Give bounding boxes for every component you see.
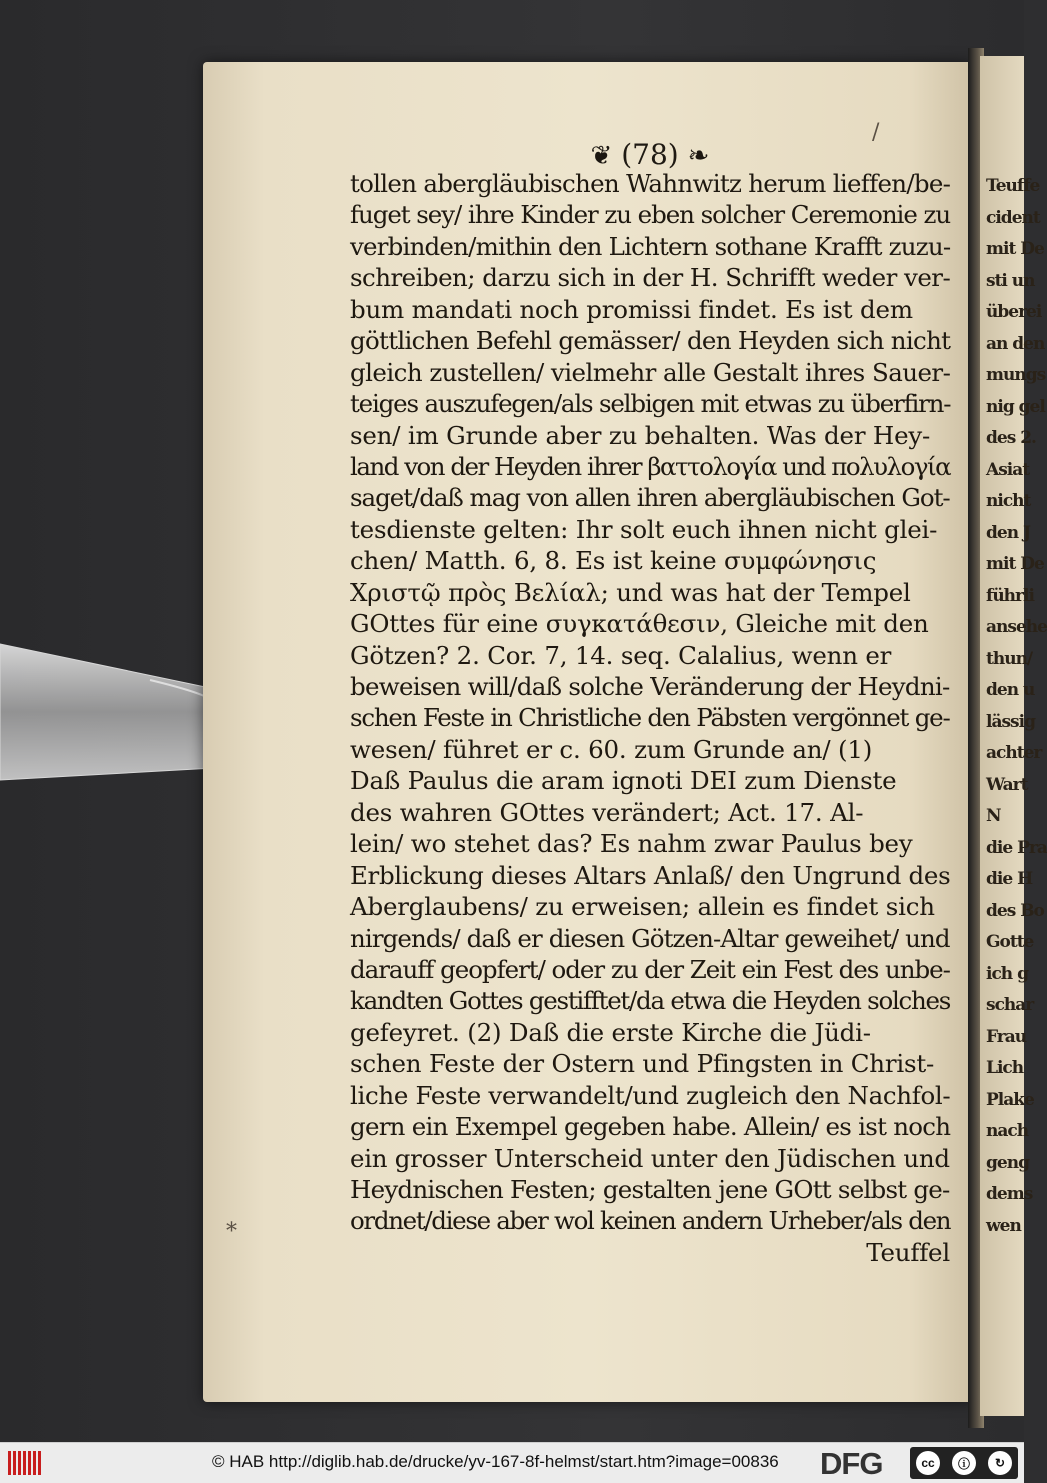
next-page-fragment: Frau xyxy=(986,1026,1027,1047)
next-page-fragment: nig gel xyxy=(986,396,1045,417)
next-page-fragment: thun/ xyxy=(986,648,1033,669)
next-page-fragment: dems xyxy=(986,1184,1033,1204)
dfg-logo: DFG xyxy=(820,1446,883,1481)
catchword: Teuffel xyxy=(866,1237,950,1267)
text-line: GOttes für eine συγκατάθεσιν, Gleiche mit den xyxy=(350,609,929,639)
text-line: saget/daß mag von allen ihren abergläubischen Got- xyxy=(350,483,950,513)
text-line: ein grosser Unterscheid unter den Jüdischen und xyxy=(350,1143,950,1173)
next-page-fragment: Lich xyxy=(986,1058,1024,1078)
text-line: sen/ im Grunde aber zu behalten. Was der Hey- xyxy=(350,420,931,450)
next-page-fragment: N xyxy=(986,806,1001,826)
next-page-fragment: sti un xyxy=(986,270,1035,291)
credit-link[interactable]: © HAB http://diglib.hab.de/drucke/yv-167-8f-helmst/start.htm?image=00836 xyxy=(212,1452,779,1471)
cc-icon: cc xyxy=(916,1451,940,1475)
page-number: (78) xyxy=(621,138,679,171)
next-page-fragment: führli xyxy=(986,585,1034,606)
text-line: ordnet/diese aber wol keinen andern Urheber/als den xyxy=(350,1206,951,1236)
next-page-fragment: den u xyxy=(986,680,1035,700)
text-line: tesdienste gelten: Ihr solt euch ihnen nicht glei- xyxy=(350,514,938,544)
text-line: schen Feste in Christliche den Päbsten vergönnet ge- xyxy=(350,703,950,733)
text-line: kandten Gottes gestifftet/da etwa die Heyden solches xyxy=(350,986,951,1016)
text-line: teiges auszufegen/als selbigen mit etwas zu überfirn- xyxy=(350,389,951,419)
next-page-fragment: die Pra xyxy=(986,837,1047,858)
next-page-fragment: nicht xyxy=(986,491,1031,511)
next-page-fragment: schar xyxy=(986,995,1034,1015)
next-page-fragment: cident xyxy=(986,207,1040,228)
text-line: verbinden/mithin den Lichtern sothane Krafft zuzu- xyxy=(350,231,951,261)
text-line: schen Feste der Ostern und Pfingsten in Christ- xyxy=(350,1049,935,1079)
next-page-fragment: an den xyxy=(986,333,1045,354)
text-line: Χριστῷ πρὸς Βελίαλ; und was hat der Tempel xyxy=(350,577,911,607)
text-line: beweisen will/daß solche Veränderung der Heydni- xyxy=(350,672,950,701)
next-page-fragment: des 2. xyxy=(986,428,1036,448)
next-page-fragment: Asiat xyxy=(986,459,1030,480)
text-line: chen/ Matth. 6, 8. Es ist keine συμφώνησις xyxy=(350,546,877,576)
next-page-edge xyxy=(980,56,1047,1416)
text-line: schreiben; darzu sich in der H. Schrifft weder ver- xyxy=(350,263,951,293)
text-line: gleich zustellen/ vielmehr alle Gestalt ihres Sauer- xyxy=(350,357,951,387)
next-page-fragment: geng xyxy=(986,1152,1029,1173)
text-line: fuget sey/ ihre Kinder zu eben solcher Ceremonie zu xyxy=(350,200,951,230)
next-page-fragment: lässig xyxy=(986,711,1035,732)
next-page-fragment: mit De xyxy=(986,554,1044,574)
barcode-icon xyxy=(8,1451,48,1475)
next-page-fragment: die H xyxy=(986,869,1033,889)
viewer-footer xyxy=(0,1442,1024,1483)
text-line: göttlichen Befehl gemässer/ den Heyden sich nicht xyxy=(350,326,951,356)
text-line: tollen abergläubischen Wahnwitz herum lieffen/be- xyxy=(350,169,951,198)
license-badge[interactable] xyxy=(910,1447,1018,1479)
page-text xyxy=(350,168,950,1268)
text-line: liche Feste verwandelt/und zugleich den Nachfol- xyxy=(350,1080,951,1110)
text-line: nirgends/ daß er diesen Götzen-Altar geweihet/ und xyxy=(350,923,950,953)
sa-icon: ↻ xyxy=(988,1451,1012,1475)
page-header xyxy=(560,138,740,171)
text-line: gern ein Exempel gegeben habe. Allein/ es ist noch xyxy=(350,1112,951,1142)
ornament-right-icon: ❧ xyxy=(687,141,710,171)
margin-mark: ⁎ xyxy=(226,1212,237,1237)
next-page-fragment: mit De xyxy=(986,239,1044,259)
next-page-fragment: nach xyxy=(986,1121,1029,1141)
text-line: bum mandati noch promissi findet. Es ist dem xyxy=(350,294,913,324)
text-line: wesen/ führet er c. 60. zum Grunde an/ (1) xyxy=(350,734,873,764)
text-line: Götzen? 2. Cor. 7, 14. seq. Calalius, wenn er xyxy=(350,640,892,670)
next-page-fragment: ansehe xyxy=(986,617,1047,637)
next-page-fragment: Gotte xyxy=(986,932,1034,952)
text-line: Erblickung dieses Altars Anlaß/ den Ungrund des xyxy=(350,860,951,890)
text-line: des wahren GOttes verändert; Act. 17. Al- xyxy=(350,797,864,827)
text-line: Aberglaubens/ zu erweisen; allein es findet sich xyxy=(350,892,935,922)
next-page-fragment: achter xyxy=(986,743,1042,763)
text-line: lein/ wo stehet das? Es nahm zwar Paulus bey xyxy=(350,829,913,859)
next-page-fragment: Wart xyxy=(986,774,1028,795)
next-page-fragment: Teuffe xyxy=(986,176,1040,196)
next-page-fragment: den J xyxy=(986,522,1031,543)
next-page-fragment: wen xyxy=(986,1215,1021,1236)
text-line: darauff geopfert/ oder zu der Zeit ein Fest des unbe- xyxy=(350,954,950,984)
text-line: land von der Heyden ihrer βαττολογία und πολυλογία xyxy=(350,451,951,481)
next-page-fragment: ich g xyxy=(986,963,1028,984)
next-page-fragment: des Bo xyxy=(986,900,1044,921)
text-line: Daß Paulus die aram ignoti DEI zum Dienste xyxy=(350,766,897,796)
by-icon: ⓘ xyxy=(952,1451,976,1475)
next-page-fragment: überei xyxy=(986,302,1042,322)
text-line: gefeyret. (2) Daß die erste Kirche die Jüdi- xyxy=(350,1017,871,1047)
ornament-left-icon: ❦ xyxy=(590,141,613,171)
margin-mark: / xyxy=(872,120,880,145)
next-page-fragment: Plake xyxy=(986,1089,1034,1110)
next-page-fragment: mungs xyxy=(986,365,1046,385)
text-line: Heydnischen Festen; gestalten jene GOtt selbst ge- xyxy=(350,1175,950,1204)
